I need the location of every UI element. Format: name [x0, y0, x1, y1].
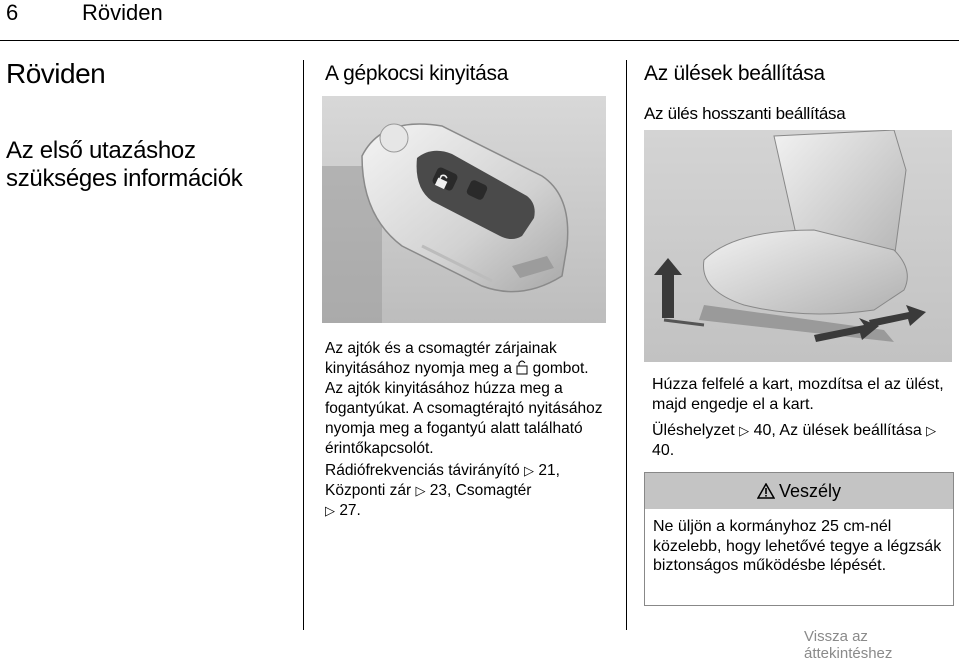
column-divider — [303, 60, 304, 630]
triangle-ref-icon: ▷ — [524, 463, 535, 478]
unlock-instructions — [325, 339, 605, 459]
ref-seat-position[interactable]: Üléshelyzet — [652, 422, 735, 439]
seat-adjustment-illustration — [644, 130, 952, 362]
unlock-text-a: Az ajtók és a csomagtér zárjainak kinyitásához nyomja meg a — [325, 340, 557, 377]
triangle-ref-icon: ▷ — [415, 483, 426, 498]
ref-seat-adjust-page[interactable]: 40. — [652, 442, 675, 459]
warning-box — [644, 472, 954, 606]
triangle-ref-icon: ▷ — [325, 503, 335, 518]
warning-title: Veszély — [778, 480, 842, 501]
ref-trunk[interactable]: 23, Csomagtér — [429, 482, 532, 499]
chapter-title: Röviden — [6, 58, 106, 89]
subsection-title-longitudinal: Az ülés hosszanti beállítása — [644, 104, 846, 123]
section-title-seats: Az ülések beállítása — [644, 62, 825, 85]
unlock-icon — [516, 359, 528, 375]
unlock-text-b: gombot. Az ajtók kinyitásához húzza meg a fogantyúkat. A csomagtérajtó nyitásához nyomja meg a fogantyú alatt található érintőkapcsolót. — [325, 360, 603, 457]
ref-trunk-page[interactable]: 27. — [339, 502, 361, 519]
cross-references — [325, 461, 605, 521]
ref-remote[interactable]: Rádiófrekvenciás távirányító — [325, 462, 520, 479]
back-to-overview-link[interactable]: Vissza az áttekintéshez — [804, 628, 893, 662]
key-fob-illustration — [322, 96, 606, 323]
triangle-ref-icon: ▷ — [739, 423, 750, 438]
column-divider — [626, 60, 627, 630]
running-header: Röviden — [82, 0, 163, 25]
page-number: 6 — [6, 0, 19, 25]
ref-central-lock[interactable]: 21, Központi zár — [325, 462, 560, 499]
ref-seat-adjust[interactable]: 40, Az ülések beállítása — [753, 422, 922, 439]
seat-instructions: Húzza felfelé a kart, mozdítsa el az ülést, majd engedje el a kart. — [652, 376, 944, 413]
section-title-unlock: A gépkocsi kinyitása — [325, 62, 509, 85]
chapter-subtitle: Az első utazáshoz szükséges információk — [6, 137, 243, 192]
header-rule — [0, 40, 959, 41]
warning-triangle-icon — [757, 483, 775, 499]
triangle-ref-icon: ▷ — [926, 423, 937, 438]
warning-text: Ne üljön a kormányhoz 25 cm-nél közelebb, hogy lehetővé tegye a légzsák biztonságos működésbe lépését. — [653, 518, 942, 574]
seat-cross-references — [652, 421, 952, 461]
warning-header — [645, 473, 953, 509]
